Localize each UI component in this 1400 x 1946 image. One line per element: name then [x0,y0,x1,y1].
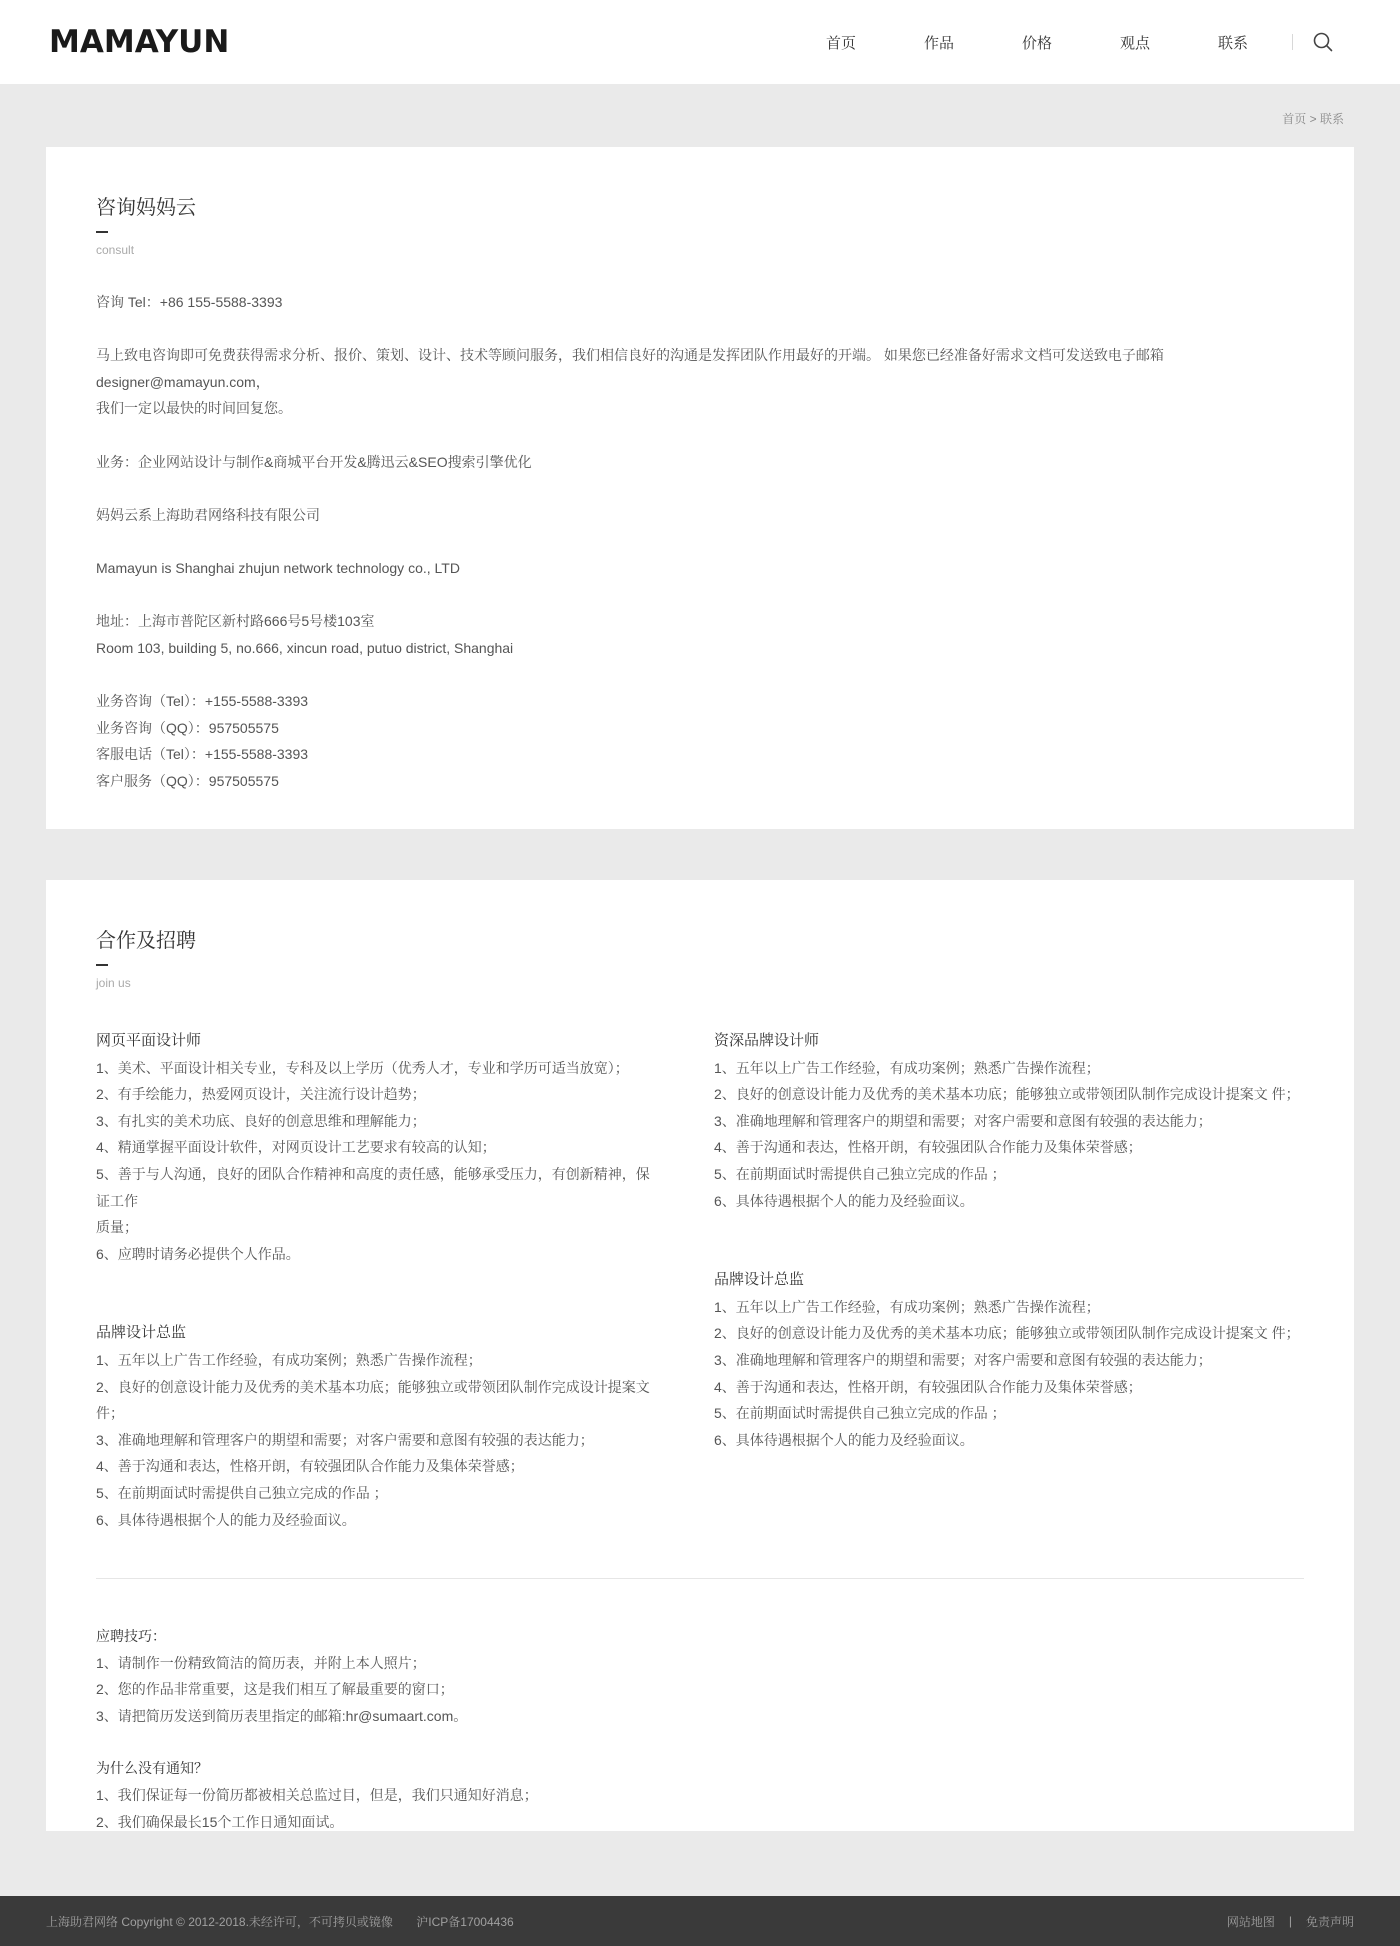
search-icon[interactable] [1311,30,1335,54]
job-requirement: 4、善于沟通和表达，性格开朗，有较强团队合作能力及集体荣誉感； [714,1139,1142,1156]
job-requirement: 4、善于沟通和表达，性格开朗，有较强团队合作能力及集体荣誉感； [96,1458,524,1475]
faq-item: 1、我们保证每一份简历都被相关总监过目，但是，我们只通知好消息； [96,1787,538,1804]
consult-body [96,289,1304,794]
consult-company-cn: 妈妈云系上海助君网络科技有限公司 [96,506,320,523]
consult-card [46,147,1354,829]
job-requirement: 3、准确地理解和管理客户的期望和需要；对客户需要和意图有较强的表达能力； [714,1351,1212,1368]
consult-subtitle: consult [96,243,135,257]
job-requirement: 6、具体待遇根据个人的能力及经验面议。 [96,1511,356,1528]
tip-item: 2、您的作品非常重要，这是我们相互了解最重要的窗口； [96,1681,454,1698]
footer-icp[interactable]: 沪ICP备17004436 [416,1914,514,1929]
nav-divider [1292,34,1293,50]
job-requirement: 质量； [96,1219,138,1236]
job-posting [96,1028,650,1267]
join-card [46,880,1354,1831]
job-requirement: 2、有手绘能力，热爱网页设计，关注流行设计趋势； [96,1086,426,1103]
job-requirement: 6、具体待遇根据个人的能力及经验面议。 [714,1431,974,1448]
consult-company-en: Mamayun is Shanghai zhujun network technology co., LTD [96,559,460,576]
nav-item-works[interactable]: 作品 [923,34,954,52]
footer-left [46,1913,514,1930]
job-requirement: 1、美术、平面设计相关专业，专科及以上学历（优秀人才，专业和学历可适当放宽）； [96,1059,629,1076]
footer-separator: | [1288,1914,1292,1928]
nav-item-price[interactable]: 价格 [1021,34,1052,52]
job-requirement: 2、良好的创意设计能力及优秀的美术基本功底；能够独立或带领团队制作完成设计提案文 件； [714,1325,1300,1342]
job-requirement: 2、良好的创意设计能力及优秀的美术基本功底；能够独立或带领团队制作完成设计提案文 件； [714,1086,1300,1103]
job-title: 资深品牌设计师 [714,1032,820,1049]
tip-item: 1、请制作一份精致简洁的简历表，并附上本人照片； [96,1654,426,1671]
breadcrumb-separator: > [1309,112,1317,126]
job-requirement: 1、五年以上广告工作经验，有成功案例；熟悉广告操作流程； [96,1351,482,1368]
application-tips [96,1623,1304,1835]
job-requirement: 4、善于沟通和表达，性格开朗，有较强团队合作能力及集体荣誉感； [714,1378,1142,1395]
job-gap [96,1267,650,1320]
consult-intro-line1: 马上致电咨询即可免费获得需求分析、报价、策划、设计、技术等顾问服务，我们相信良好的沟通是发挥团队作用最好的开端。 如果您已经准备好需求文档可发送致电子邮箱 designer@mamayun.com， [96,347,1164,390]
job-requirement: 3、准确地理解和管理客户的期望和需要；对客户需要和意图有较强的表达能力； [714,1112,1212,1129]
job-requirement: 5、在前期面试时需提供自己独立完成的作品 ； [714,1405,1006,1422]
job-column-left [96,1028,700,1533]
title-dash [96,964,108,966]
job-requirement: 6、应聘时请务必提供个人作品。 [96,1245,300,1262]
contact-line: 客户服务（QQ）：957505575 [96,772,279,789]
breadcrumb-home[interactable]: 首页 [1282,112,1307,126]
job-requirement: 1、五年以上广告工作经验，有成功案例；熟悉广告操作流程； [714,1059,1100,1076]
footer-sitemap-link[interactable]: 网站地图 [1226,1914,1275,1929]
job-title: 品牌设计总监 [714,1271,805,1289]
consult-address-en: Room 103, building 5, no.666, xincun road, putuo district, Shanghai [96,639,514,656]
consult-address-cn: 地址：上海市普陀区新村路666号5号楼103室 [96,613,375,630]
job-list [96,1028,1304,1533]
site-logo[interactable]: MAMAYUN [49,24,230,60]
job-title: 品牌设计总监 [96,1324,187,1342]
section-divider [96,1578,1304,1579]
job-requirement: 3、准确地理解和管理客户的期望和需要；对客户需要和意图有较强的表达能力； [96,1431,594,1448]
footer-disclaimer-link[interactable]: 免责声明 [1305,1914,1354,1929]
footer-links [1227,1913,1354,1930]
card-gap [0,829,1400,880]
job-requirement: 1、五年以上广告工作经验，有成功案例；熟悉广告操作流程； [714,1298,1100,1315]
job-requirement: 4、精通掌握平面设计软件，对网页设计工艺要求有较高的认知； [96,1139,496,1156]
job-posting [714,1267,1304,1453]
job-requirement: 3、有扎实的美术功底、良好的创意思维和理解能力； [96,1112,426,1129]
nav-item-contact[interactable]: 联系 [1217,34,1248,52]
consult-tel: 咨询 Tel：+86 155-5588-3393 [96,294,283,310]
job-gap [714,1214,1304,1267]
footer-copyright: 上海助君网络 Copyright © 2012-2018.未经许可，不可拷贝或镜像 [46,1914,393,1929]
job-title: 网页平面设计师 [96,1032,202,1049]
site-footer [0,1896,1400,1946]
consult-business: 业务：企业网站设计与制作&商城平台开发&腾迅云&SEO搜索引擎优化 [96,453,532,470]
breadcrumb [0,84,1400,147]
tips-gap [96,1729,1304,1755]
contact-line: 客服电话（Tel）：+155-5588-3393 [96,746,309,763]
job-requirement: 5、在前期面试时需提供自己独立完成的作品 ； [714,1165,1006,1182]
consult-title: 咨询妈妈云 [96,197,196,219]
nav-item-home[interactable]: 首页 [825,34,856,52]
tips-title: 应聘技巧： [96,1628,166,1645]
site-header [0,0,1400,84]
join-subtitle: join us [96,976,131,990]
job-requirement: 6、具体待遇根据个人的能力及经验面议。 [714,1192,974,1209]
job-requirement: 2、良好的创意设计能力及优秀的美术基本功底；能够独立或带领团队制作完成设计提案文 件； [96,1378,650,1422]
contact-line: 业务咨询（QQ）：957505575 [96,719,279,736]
job-requirement: 5、善于与人沟通，良好的团队合作精神和高度的责任感，能够承受压力，有创新精神，保证工作 [96,1165,650,1209]
job-posting [96,1320,650,1533]
consult-intro-line2: 我们一定以最快的时间回复您。 [96,400,292,417]
join-title: 合作及招聘 [96,930,196,952]
main-nav [792,0,1400,84]
nav-item-views[interactable]: 观点 [1119,34,1150,52]
breadcrumb-current: 联系 [1319,112,1344,126]
title-dash [96,231,108,233]
job-requirement: 5、在前期面试时需提供自己独立完成的作品 ； [96,1484,388,1501]
contact-line: 业务咨询（Tel）：+155-5588-3393 [96,692,309,709]
job-column-right [700,1028,1304,1533]
job-posting [714,1028,1304,1214]
faq-item: 2、我们确保最长15个工作日通知面试。 [96,1813,344,1830]
faq-title: 为什么没有通知？ [96,1760,208,1777]
tip-item: 3、请把简历发送到简历表里指定的邮箱:hr@sumaart.com。 [96,1707,468,1724]
